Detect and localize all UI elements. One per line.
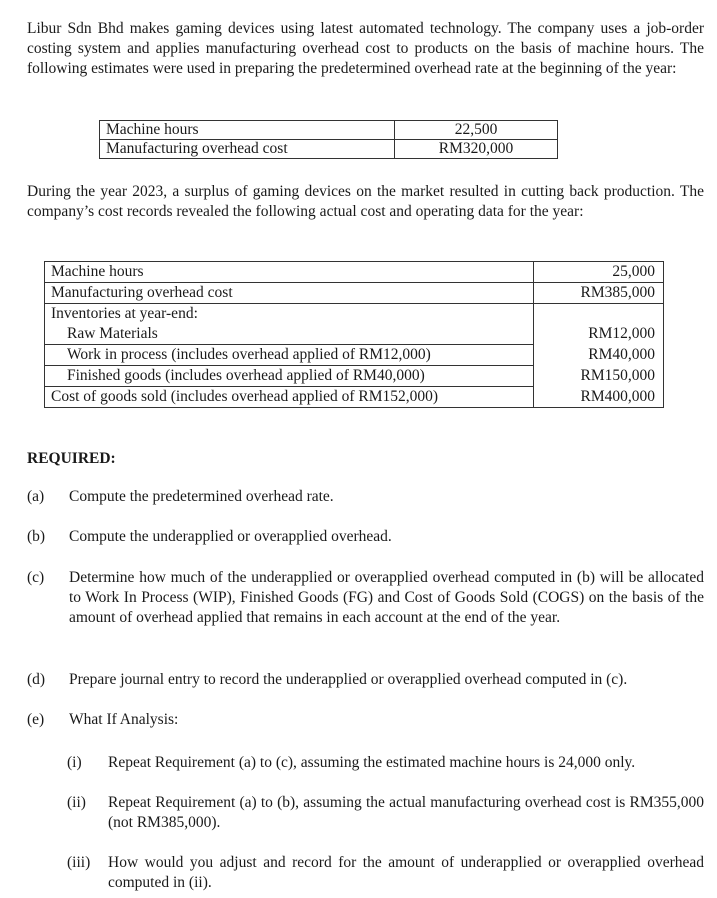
actual-value: RM385,000 bbox=[534, 283, 664, 304]
estimate-row bbox=[100, 121, 558, 140]
question-marker: (d) bbox=[27, 671, 46, 688]
actual-label: Raw Materials bbox=[45, 324, 534, 345]
actual-value: RM40,000 bbox=[534, 345, 664, 366]
estimates-table bbox=[99, 120, 558, 159]
actual-row bbox=[45, 345, 664, 366]
intro-paragraph: Libur Sdn Bhd makes gaming devices using latest automated technology. The company uses a job-order costing system and applies manufacturing overhead cost to products on the basis of machine hours. The following estimates were used in preparing the predetermined overhead rate at the beginning of the year: bbox=[27, 20, 704, 77]
question-d bbox=[27, 670, 704, 690]
actual-row bbox=[45, 262, 664, 283]
subquestion-text: Repeat Requirement (a) to (b), assuming the actual manufacturing overhead cost is RM355,000 (not RM385,000). bbox=[108, 794, 704, 831]
actual-value bbox=[534, 304, 664, 325]
question-c bbox=[27, 568, 704, 628]
estimate-value: RM320,000 bbox=[395, 140, 558, 159]
required-heading: REQUIRED: bbox=[27, 450, 116, 467]
subquestion-text: How would you adjust and record for the amount of underapplied or overapplied overhead computed in (ii). bbox=[108, 854, 704, 891]
question-text: Compute the predetermined overhead rate. bbox=[69, 488, 334, 505]
estimate-row bbox=[100, 140, 558, 159]
question-e bbox=[27, 710, 704, 730]
actual-label: Manufacturing overhead cost bbox=[45, 283, 534, 304]
actual-label: Work in process (includes overhead applied of RM12,000) bbox=[45, 345, 534, 366]
subquestion-iii bbox=[67, 853, 704, 893]
actual-data-paragraph: During the year 2023, a surplus of gaming devices on the market resulted in cutting back production. The company’s cost records revealed the following actual cost and operating data for the year: bbox=[27, 183, 704, 220]
actual-data-table bbox=[44, 261, 664, 408]
question-marker: (e) bbox=[27, 711, 45, 728]
question-text: Compute the underapplied or overapplied overhead. bbox=[69, 528, 392, 545]
question-marker: (a) bbox=[27, 488, 45, 505]
subquestion-marker: (i) bbox=[67, 754, 82, 771]
actual-row bbox=[45, 283, 664, 304]
actual-row bbox=[45, 387, 664, 408]
question-a bbox=[27, 487, 704, 507]
subquestion-i bbox=[67, 753, 704, 773]
subquestion-marker: (iii) bbox=[67, 854, 91, 871]
actual-label: Machine hours bbox=[45, 262, 534, 283]
question-b bbox=[27, 527, 704, 547]
actual-value: RM400,000 bbox=[534, 387, 664, 408]
actual-row bbox=[45, 366, 664, 387]
actual-value: RM12,000 bbox=[534, 324, 664, 345]
estimate-label: Machine hours bbox=[100, 121, 395, 140]
question-text: Determine how much of the underapplied or overapplied overhead computed in (b) will be allocated to Work In Process (WIP), Finished Goods (FG) and Cost of Goods Sold (COGS) on the basis of the amount of overhead applied that remains in each account at the end of the year. bbox=[69, 569, 704, 626]
estimate-value: 22,500 bbox=[395, 121, 558, 140]
question-text: What If Analysis: bbox=[69, 711, 179, 728]
actual-value: RM150,000 bbox=[534, 366, 664, 387]
subquestion-text: Repeat Requirement (a) to (c), assuming the estimated machine hours is 24,000 only. bbox=[108, 754, 636, 771]
actual-label: Finished goods (includes overhead applied of RM40,000) bbox=[45, 366, 534, 387]
actual-row bbox=[45, 304, 664, 325]
question-marker: (c) bbox=[27, 569, 45, 586]
actual-row bbox=[45, 324, 664, 345]
estimate-label: Manufacturing overhead cost bbox=[100, 140, 395, 159]
question-marker: (b) bbox=[27, 528, 46, 545]
actual-label: Inventories at year-end: bbox=[45, 304, 534, 325]
question-text: Prepare journal entry to record the underapplied or overapplied overhead computed in (c). bbox=[69, 671, 628, 688]
subquestion-marker: (ii) bbox=[67, 794, 86, 811]
actual-label: Cost of goods sold (includes overhead applied of RM152,000) bbox=[45, 387, 534, 408]
subquestion-ii bbox=[67, 793, 704, 833]
actual-value: 25,000 bbox=[534, 262, 664, 283]
